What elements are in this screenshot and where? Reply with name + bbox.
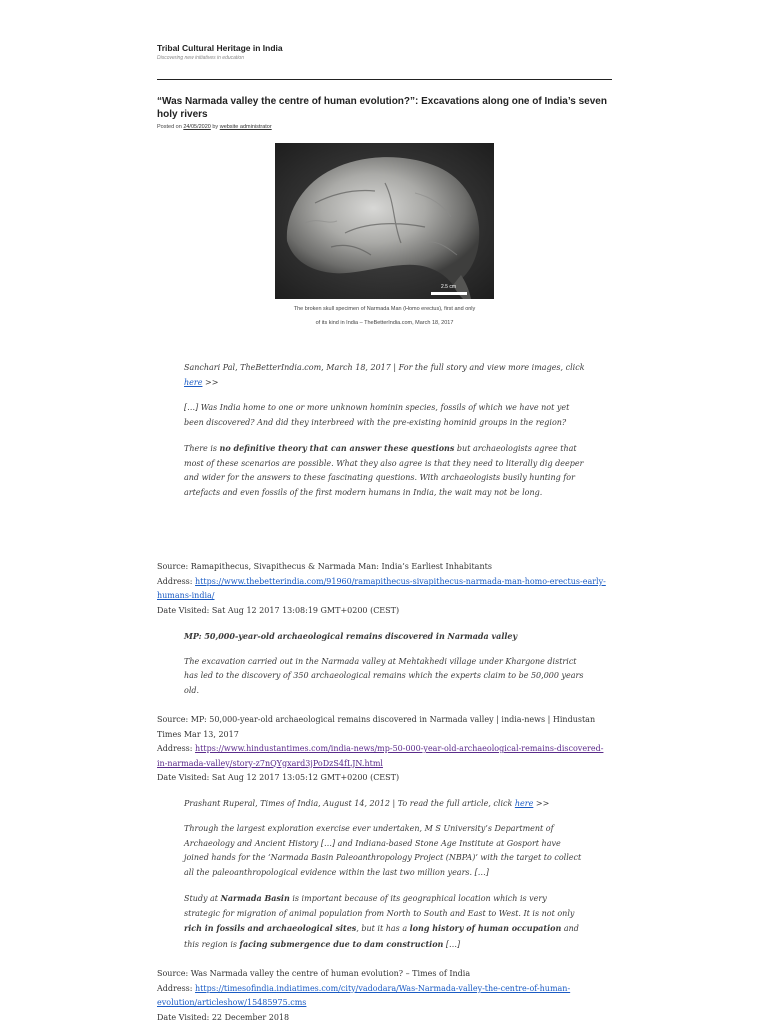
caption-line-1: The broken skull specimen of Narmada Man (Homo erectus), first and only xyxy=(275,302,495,316)
here-link[interactable]: here xyxy=(184,378,202,387)
quote-paragraph: […] Was India home to one or more unknown hominin species, fossils of which we have not yet been discovered? And did they interbreed with the pre-existing hominid groups in the region? xyxy=(184,401,585,430)
bold-text: rich in fossils and archaeological sites xyxy=(184,923,356,933)
site-title[interactable]: Tribal Cultural Heritage in India xyxy=(157,43,612,54)
bold-text: facing submergence due to dam construction xyxy=(240,939,444,949)
quote-paragraph xyxy=(184,891,585,952)
quote-paragraph xyxy=(184,441,585,500)
source-block xyxy=(157,967,612,1025)
source-url-link[interactable]: https://www.hindustantimes.com/india-news/mp-50-000-year-old-archaeological-remains-discovered-in-narmada-valley/story-z7nQYgxard3jPoDzS4fLJN.html xyxy=(157,744,603,768)
quote-hindustan-times xyxy=(184,629,585,698)
date-visited: Date Visited: Sat Aug 12 2017 13:08:19 GMT+0200 (CEST) xyxy=(157,604,612,619)
source-url-link[interactable]: https://www.thebetterindia.com/91960/ramapithecus-sivapithecus-narmada-man-homo-erectus-early-humans-india/ xyxy=(157,577,606,601)
quote-times-of-india xyxy=(184,797,585,953)
address-line xyxy=(157,982,612,1011)
quote-citation xyxy=(184,361,585,390)
address-line xyxy=(157,575,612,604)
source-text: Source: Ramapithecus, Sivapithecus & Narmada Man: India’s Earliest Inhabitants xyxy=(157,560,612,575)
address-label: Address: xyxy=(157,744,192,753)
figure-caption xyxy=(275,302,495,330)
site-description: Discovering new initiatives in education xyxy=(157,55,612,62)
address-label: Address: xyxy=(157,984,192,993)
date-visited: Date Visited: Sat Aug 12 2017 13:05:12 GMT+0200 (CEST) xyxy=(157,771,612,786)
citation-text: Sanchari Pal, TheBetterIndia.com, March 18, 2017 | For the full story and view more images, click xyxy=(184,363,585,372)
source-text: Source: Was Narmada valley the centre of human evolution? – Times of India xyxy=(157,967,612,982)
text-span: […] xyxy=(446,940,460,949)
site-header xyxy=(157,43,612,80)
bold-text: no definitive theory that can answer these questions xyxy=(220,443,455,453)
bold-text: long history of human occupation xyxy=(410,923,562,933)
skull-image xyxy=(275,143,494,299)
citation-text: Prashant Ruperal, Times of India, August 14, 2012 | To read the full article, click xyxy=(184,799,512,808)
quote-citation xyxy=(184,797,585,812)
here-link[interactable]: here xyxy=(515,799,533,808)
source-text: Source: MP: 50,000-year-old archaeological remains discovered in Narmada valley | india-news | Hindustan Times Mar 13, 2017 xyxy=(157,713,612,742)
quote-better-india xyxy=(184,361,585,500)
post-title: “Was Narmada valley the centre of human evolution?”: Excavations along one of India’s seven holy rivers xyxy=(157,95,612,121)
skull-photo xyxy=(275,143,494,299)
date-visited: Date Visited: 22 December 2018 xyxy=(157,1011,612,1025)
bold-text: Narmada Basin xyxy=(221,893,290,903)
quote-paragraph: Through the largest exploration exercise ever undertaken, M S University’s Department of Archaeology and Ancient History […] and Indiana-based Stone Age Institute at Gosport have joined hands for the ‘Narmada Basin Paleoanthropology Project (NBPA)’ with the target to collect all the paleoanthropological evidence within the last two million years. […] xyxy=(184,822,585,880)
text-span: There is xyxy=(184,444,217,453)
address-label: Address: xyxy=(157,577,192,586)
source-url-link[interactable]: https://timesofindia.indiatimes.com/city/vadodara/Was-Narmada-valley-the-centre-of-human-evolution/articleshow/15485975.cms xyxy=(157,984,570,1008)
text-span: is important because of its geographical location which is very strategic for migration of animal population from North to South and East to West. It is not only xyxy=(184,894,574,918)
source-block xyxy=(157,560,612,618)
text-span: , but it has a xyxy=(356,924,407,933)
header-divider xyxy=(157,79,612,80)
page-content xyxy=(157,43,612,1025)
post-date-link[interactable]: 24/05/2020 xyxy=(183,124,211,130)
address-line xyxy=(157,742,612,771)
text-span: Study at xyxy=(184,894,218,903)
skull-figure xyxy=(275,143,495,330)
text-span: but archaeologists agree that most of these scenarios are possible. What they also agree is that they need to literally dig deeper and wider for the answers to these fascinating questions. With archaeologists busily hunting for artefacts and even fossils of the first modern humans in India, the wait may not be long. xyxy=(184,444,583,497)
quote-title: MP: 50,000-year-old archaeological remains discovered in Narmada valley xyxy=(184,629,585,644)
by-label: by xyxy=(212,124,218,130)
text-span: and this region is xyxy=(184,924,579,949)
posted-on-label: Posted on xyxy=(157,124,182,130)
author-link[interactable]: website administrator xyxy=(220,124,272,130)
post-meta xyxy=(157,123,612,131)
post xyxy=(157,95,612,1025)
source-block xyxy=(157,713,612,786)
caption-line-2: of its kind in India – TheBetterIndia.com, March 18, 2017 xyxy=(275,316,495,330)
arrow-text: >> xyxy=(205,378,218,387)
arrow-text: >> xyxy=(536,799,549,808)
quote-paragraph: The excavation carried out in the Narmada valley at Mehtakhedi village under Khargone district has led to the discovery of 350 archaeological remains which the experts claim to be 50,000 years old. xyxy=(184,655,585,699)
scale-label: 2.5 cm xyxy=(441,284,456,290)
